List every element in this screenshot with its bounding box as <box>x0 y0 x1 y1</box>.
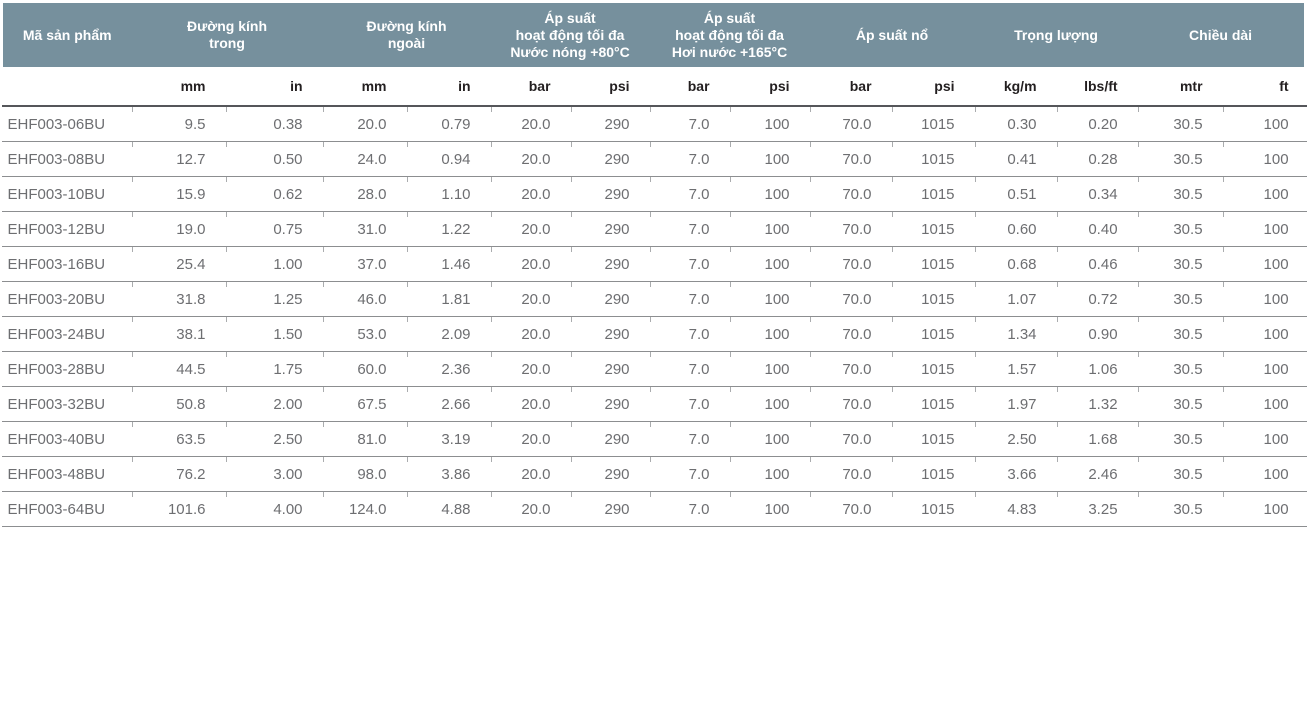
value-cell: 0.94 <box>407 142 491 177</box>
value-cell: 30.5 <box>1138 177 1223 212</box>
value-cell: 1.75 <box>226 352 323 387</box>
value-cell: 30.5 <box>1138 142 1223 177</box>
value-cell: 100 <box>730 282 810 317</box>
column-group-header-line: ngoài <box>387 35 426 51</box>
value-cell: 12.7 <box>132 142 226 177</box>
value-cell: 2.50 <box>226 422 323 457</box>
column-group-header-6 <box>975 2 1138 68</box>
value-cell: 70.0 <box>810 177 892 212</box>
value-cell: 53.0 <box>323 317 407 352</box>
unit-header-blank <box>2 67 132 106</box>
value-cell: 100 <box>1223 282 1307 317</box>
column-group-header-line: Đường kính <box>187 18 267 34</box>
product-code-cell: EHF003-20BU <box>2 282 132 317</box>
value-cell: 7.0 <box>650 317 730 352</box>
value-cell: 20.0 <box>491 317 571 352</box>
value-cell: 20.0 <box>491 387 571 422</box>
value-cell: 124.0 <box>323 492 407 527</box>
table-row <box>2 317 1307 352</box>
value-cell: 37.0 <box>323 247 407 282</box>
value-cell: 0.30 <box>975 106 1057 142</box>
value-cell: 7.0 <box>650 106 730 142</box>
value-cell: 70.0 <box>810 212 892 247</box>
value-cell: 290 <box>571 282 650 317</box>
value-cell: 70.0 <box>810 422 892 457</box>
unit-header-bar: bar <box>491 67 571 106</box>
table-row <box>2 177 1307 212</box>
value-cell: 7.0 <box>650 247 730 282</box>
value-cell: 1015 <box>892 282 975 317</box>
value-cell: 70.0 <box>810 106 892 142</box>
product-code-cell: EHF003-40BU <box>2 422 132 457</box>
value-cell: 70.0 <box>810 142 892 177</box>
unit-header-row <box>2 67 1307 106</box>
product-code-cell: EHF003-32BU <box>2 387 132 422</box>
value-cell: 1015 <box>892 317 975 352</box>
value-cell: 1015 <box>892 352 975 387</box>
value-cell: 2.00 <box>226 387 323 422</box>
value-cell: 30.5 <box>1138 212 1223 247</box>
value-cell: 7.0 <box>650 142 730 177</box>
value-cell: 30.5 <box>1138 492 1223 527</box>
value-cell: 1.25 <box>226 282 323 317</box>
product-code-cell: EHF003-48BU <box>2 457 132 492</box>
value-cell: 290 <box>571 177 650 212</box>
column-group-header-4 <box>650 2 810 68</box>
value-cell: 290 <box>571 422 650 457</box>
column-group-header-line: Đường kính <box>366 18 447 34</box>
table-row <box>2 212 1307 247</box>
value-cell: 1.10 <box>407 177 491 212</box>
value-cell: 60.0 <box>323 352 407 387</box>
column-header-product: Mã sản phẩm <box>2 2 132 68</box>
value-cell: 0.46 <box>1057 247 1138 282</box>
column-group-header-7 <box>1138 2 1307 68</box>
unit-header-psi: psi <box>892 67 975 106</box>
value-cell: 2.09 <box>407 317 491 352</box>
value-cell: 1015 <box>892 177 975 212</box>
value-cell: 290 <box>571 352 650 387</box>
table-header <box>2 2 1307 107</box>
value-cell: 290 <box>571 492 650 527</box>
value-cell: 7.0 <box>650 212 730 247</box>
value-cell: 20.0 <box>491 247 571 282</box>
value-cell: 1.81 <box>407 282 491 317</box>
table-row <box>2 247 1307 282</box>
value-cell: 7.0 <box>650 492 730 527</box>
unit-header-psi: psi <box>730 67 810 106</box>
value-cell: 70.0 <box>810 492 892 527</box>
column-group-header-row <box>2 2 1307 68</box>
value-cell: 1015 <box>892 492 975 527</box>
value-cell: 20.0 <box>491 106 571 142</box>
value-cell: 100 <box>1223 106 1307 142</box>
value-cell: 7.0 <box>650 352 730 387</box>
unit-header-bar: bar <box>650 67 730 106</box>
value-cell: 0.38 <box>226 106 323 142</box>
table-row <box>2 352 1307 387</box>
product-code-cell: EHF003-12BU <box>2 212 132 247</box>
value-cell: 20.0 <box>491 422 571 457</box>
value-cell: 20.0 <box>323 106 407 142</box>
value-cell: 7.0 <box>650 387 730 422</box>
value-cell: 100 <box>730 352 810 387</box>
table-row <box>2 387 1307 422</box>
value-cell: 70.0 <box>810 247 892 282</box>
value-cell: 2.66 <box>407 387 491 422</box>
value-cell: 1.22 <box>407 212 491 247</box>
column-group-header-line: trong <box>209 35 245 51</box>
value-cell: 100 <box>730 177 810 212</box>
value-cell: 100 <box>1223 492 1307 527</box>
value-cell: 7.0 <box>650 177 730 212</box>
value-cell: 100 <box>1223 422 1307 457</box>
value-cell: 3.86 <box>407 457 491 492</box>
unit-header-lbs-ft: lbs/ft <box>1057 67 1138 106</box>
value-cell: 4.00 <box>226 492 323 527</box>
product-code-cell: EHF003-16BU <box>2 247 132 282</box>
value-cell: 20.0 <box>491 457 571 492</box>
value-cell: 0.20 <box>1057 106 1138 142</box>
value-cell: 100 <box>730 142 810 177</box>
value-cell: 30.5 <box>1138 106 1223 142</box>
value-cell: 0.72 <box>1057 282 1138 317</box>
value-cell: 100 <box>1223 212 1307 247</box>
value-cell: 3.66 <box>975 457 1057 492</box>
value-cell: 31.8 <box>132 282 226 317</box>
product-code-cell: EHF003-64BU <box>2 492 132 527</box>
unit-header-in: in <box>407 67 491 106</box>
value-cell: 100 <box>730 317 810 352</box>
value-cell: 30.5 <box>1138 422 1223 457</box>
value-cell: 30.5 <box>1138 352 1223 387</box>
unit-header-kg-m: kg/m <box>975 67 1057 106</box>
unit-header-in: in <box>226 67 323 106</box>
table-row <box>2 457 1307 492</box>
value-cell: 20.0 <box>491 142 571 177</box>
unit-header-mtr: mtr <box>1138 67 1223 106</box>
value-cell: 4.83 <box>975 492 1057 527</box>
table-row <box>2 282 1307 317</box>
value-cell: 0.50 <box>226 142 323 177</box>
value-cell: 70.0 <box>810 457 892 492</box>
product-code-cell: EHF003-24BU <box>2 317 132 352</box>
value-cell: 0.28 <box>1057 142 1138 177</box>
value-cell: 290 <box>571 142 650 177</box>
value-cell: 290 <box>571 317 650 352</box>
value-cell: 1.46 <box>407 247 491 282</box>
column-group-header-1 <box>132 2 323 68</box>
value-cell: 4.88 <box>407 492 491 527</box>
value-cell: 1015 <box>892 106 975 142</box>
value-cell: 1015 <box>892 457 975 492</box>
value-cell: 30.5 <box>1138 387 1223 422</box>
column-group-header-line: Áp suất <box>703 9 756 26</box>
value-cell: 101.6 <box>132 492 226 527</box>
value-cell: 7.0 <box>650 282 730 317</box>
value-cell: 30.5 <box>1138 457 1223 492</box>
column-group-header-3 <box>491 2 650 68</box>
column-group-header-line: Áp suất <box>544 9 596 26</box>
column-group-header-line: Áp suất nổ <box>855 26 929 43</box>
table-row <box>2 422 1307 457</box>
value-cell: 1.06 <box>1057 352 1138 387</box>
value-cell: 100 <box>730 387 810 422</box>
value-cell: 70.0 <box>810 352 892 387</box>
column-group-header-line: Nước nóng +80°C <box>510 43 630 60</box>
product-code-cell: EHF003-10BU <box>2 177 132 212</box>
value-cell: 100 <box>730 212 810 247</box>
value-cell: 290 <box>571 106 650 142</box>
value-cell: 20.0 <box>491 177 571 212</box>
value-cell: 1015 <box>892 212 975 247</box>
value-cell: 46.0 <box>323 282 407 317</box>
value-cell: 70.0 <box>810 317 892 352</box>
unit-header-mm: mm <box>323 67 407 106</box>
value-cell: 19.0 <box>132 212 226 247</box>
value-cell: 0.40 <box>1057 212 1138 247</box>
value-cell: 1.50 <box>226 317 323 352</box>
value-cell: 15.9 <box>132 177 226 212</box>
column-group-header-2 <box>323 2 491 68</box>
value-cell: 25.4 <box>132 247 226 282</box>
value-cell: 3.25 <box>1057 492 1138 527</box>
value-cell: 0.51 <box>975 177 1057 212</box>
value-cell: 3.00 <box>226 457 323 492</box>
value-cell: 1.07 <box>975 282 1057 317</box>
value-cell: 0.62 <box>226 177 323 212</box>
value-cell: 290 <box>571 387 650 422</box>
column-group-header-line: Hơi nước +165°C <box>671 43 788 60</box>
product-code-cell: EHF003-28BU <box>2 352 132 387</box>
product-code-cell: EHF003-06BU <box>2 106 132 142</box>
value-cell: 100 <box>1223 247 1307 282</box>
value-cell: 0.34 <box>1057 177 1138 212</box>
value-cell: 20.0 <box>491 352 571 387</box>
table-row <box>2 142 1307 177</box>
value-cell: 20.0 <box>491 282 571 317</box>
value-cell: 1015 <box>892 422 975 457</box>
value-cell: 1.32 <box>1057 387 1138 422</box>
value-cell: 0.41 <box>975 142 1057 177</box>
value-cell: 44.5 <box>132 352 226 387</box>
value-cell: 1.34 <box>975 317 1057 352</box>
value-cell: 0.75 <box>226 212 323 247</box>
value-cell: 0.60 <box>975 212 1057 247</box>
table-row <box>2 106 1307 142</box>
value-cell: 20.0 <box>491 492 571 527</box>
value-cell: 290 <box>571 247 650 282</box>
unit-header-mm: mm <box>132 67 226 106</box>
column-group-header-line: hoạt động tối đa <box>515 26 625 43</box>
value-cell: 38.1 <box>132 317 226 352</box>
value-cell: 67.5 <box>323 387 407 422</box>
value-cell: 2.46 <box>1057 457 1138 492</box>
value-cell: 2.36 <box>407 352 491 387</box>
value-cell: 1015 <box>892 247 975 282</box>
value-cell: 100 <box>730 422 810 457</box>
value-cell: 100 <box>1223 177 1307 212</box>
value-cell: 100 <box>730 106 810 142</box>
value-cell: 3.19 <box>407 422 491 457</box>
value-cell: 0.79 <box>407 106 491 142</box>
value-cell: 290 <box>571 457 650 492</box>
column-group-header-line: Chiều dài <box>1189 26 1253 43</box>
column-group-header-5 <box>810 2 975 68</box>
value-cell: 1015 <box>892 142 975 177</box>
table-body <box>2 106 1307 527</box>
value-cell: 1.97 <box>975 387 1057 422</box>
value-cell: 100 <box>1223 457 1307 492</box>
value-cell: 0.68 <box>975 247 1057 282</box>
value-cell: 2.50 <box>975 422 1057 457</box>
product-code-cell: EHF003-08BU <box>2 142 132 177</box>
value-cell: 9.5 <box>132 106 226 142</box>
value-cell: 1.68 <box>1057 422 1138 457</box>
unit-header-bar: bar <box>810 67 892 106</box>
value-cell: 76.2 <box>132 457 226 492</box>
value-cell: 1015 <box>892 387 975 422</box>
value-cell: 30.5 <box>1138 247 1223 282</box>
value-cell: 7.0 <box>650 457 730 492</box>
value-cell: 1.00 <box>226 247 323 282</box>
value-cell: 0.90 <box>1057 317 1138 352</box>
value-cell: 7.0 <box>650 422 730 457</box>
value-cell: 100 <box>730 492 810 527</box>
column-group-header-line: Trọng lượng <box>1014 26 1098 43</box>
value-cell: 100 <box>1223 387 1307 422</box>
table-row <box>2 492 1307 527</box>
value-cell: 63.5 <box>132 422 226 457</box>
value-cell: 28.0 <box>323 177 407 212</box>
value-cell: 100 <box>1223 352 1307 387</box>
value-cell: 290 <box>571 212 650 247</box>
value-cell: 81.0 <box>323 422 407 457</box>
value-cell: 100 <box>1223 142 1307 177</box>
column-group-header-line: hoạt động tối đa <box>675 26 784 43</box>
value-cell: 98.0 <box>323 457 407 492</box>
unit-header-psi: psi <box>571 67 650 106</box>
value-cell: 24.0 <box>323 142 407 177</box>
value-cell: 100 <box>1223 317 1307 352</box>
value-cell: 100 <box>730 457 810 492</box>
value-cell: 20.0 <box>491 212 571 247</box>
unit-header-ft: ft <box>1223 67 1307 106</box>
value-cell: 1.57 <box>975 352 1057 387</box>
value-cell: 30.5 <box>1138 317 1223 352</box>
value-cell: 30.5 <box>1138 282 1223 317</box>
value-cell: 100 <box>730 247 810 282</box>
value-cell: 70.0 <box>810 282 892 317</box>
value-cell: 31.0 <box>323 212 407 247</box>
value-cell: 50.8 <box>132 387 226 422</box>
value-cell: 70.0 <box>810 387 892 422</box>
